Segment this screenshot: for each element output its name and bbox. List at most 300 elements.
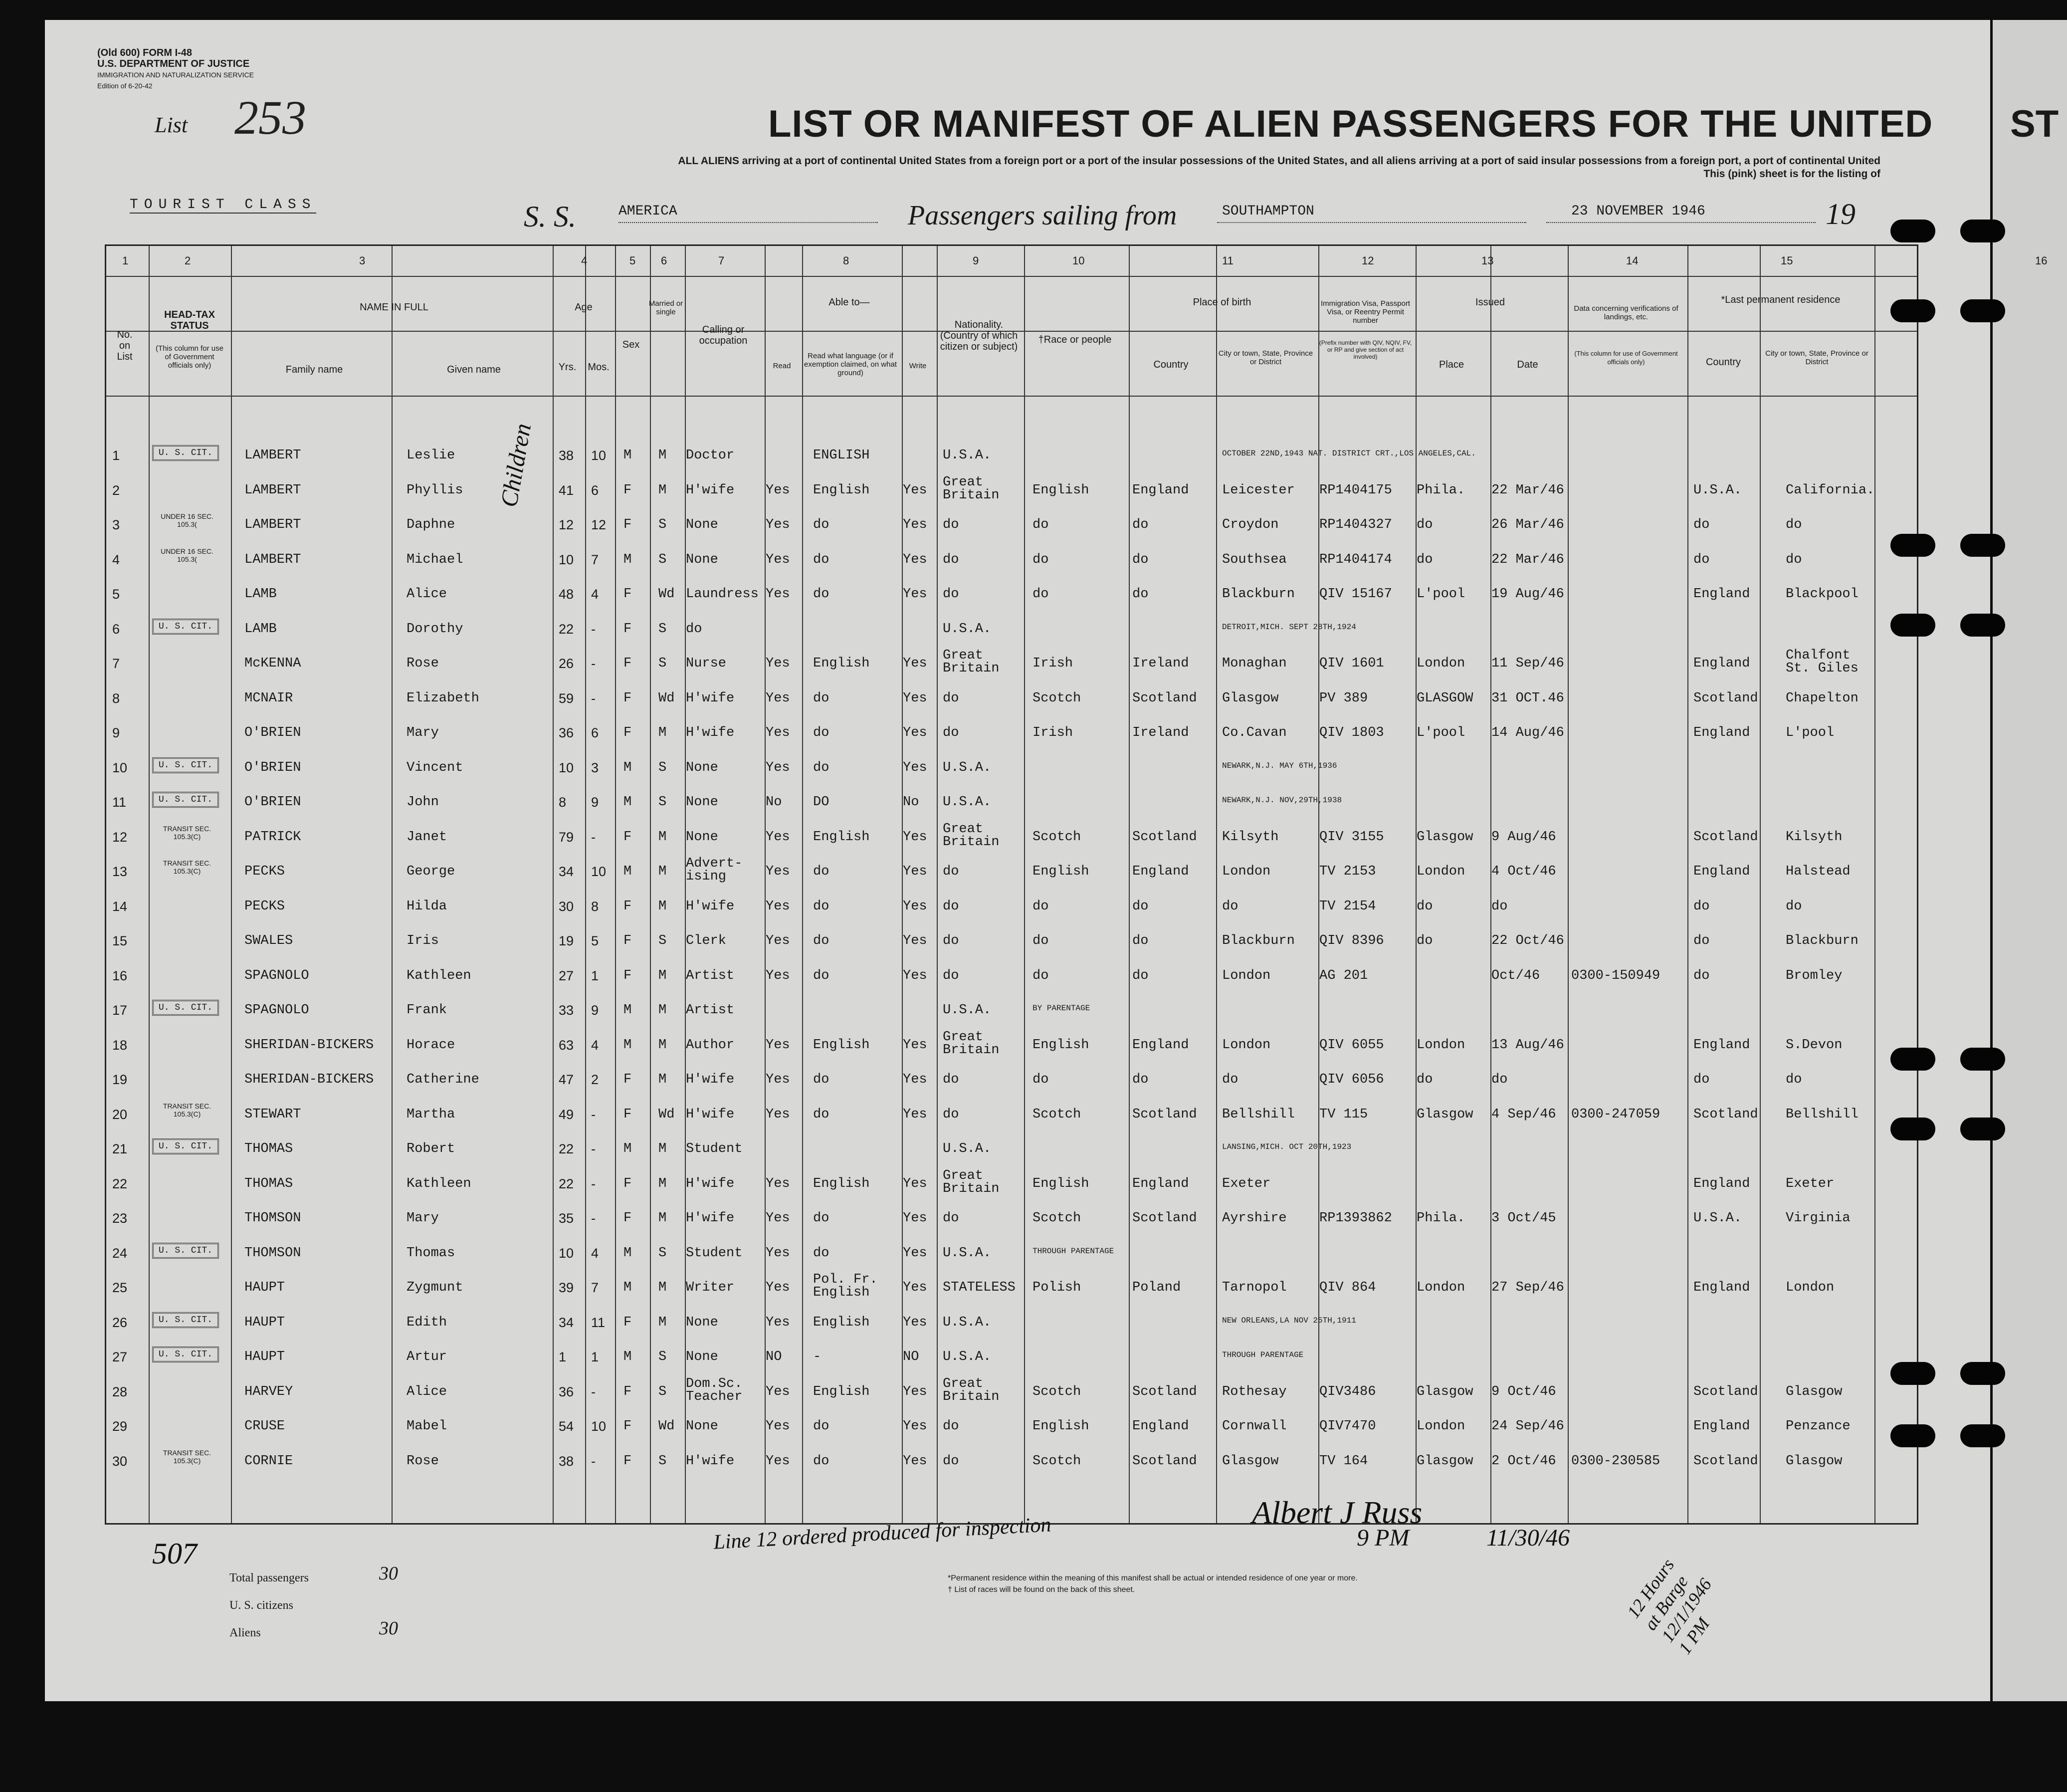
cell-write: Yes <box>903 760 927 775</box>
header-name-in-full: NAME IN FULL <box>360 302 428 313</box>
cell-ms: S <box>658 1245 667 1261</box>
table-row <box>105 1341 1915 1375</box>
cell-no: 22 <box>112 1176 128 1191</box>
cell-mos: 4 <box>591 1245 599 1261</box>
cell-country: Scotland <box>1132 1107 1197 1122</box>
header-race: †Race or people <box>1038 334 1112 345</box>
cell-place: do <box>1417 517 1433 532</box>
cell-mos: - <box>591 1211 596 1226</box>
cell-occ: Doctor <box>686 448 735 463</box>
cell-race: English <box>1033 864 1089 879</box>
header-visa: Immigration Visa, Passport Visa, or Reentry Permit number <box>1321 299 1410 325</box>
cell-sex: F <box>623 587 632 602</box>
cell-nat: do <box>943 898 959 914</box>
header-head-tax-note: (This column for use of Government officials only) <box>156 344 223 370</box>
cell-rcity: do <box>1786 552 1802 567</box>
page-subtitle: ALL ALIENS arriving at a port of continental United States from a foreign port or a port of the insular possessions of the United States, and all aliens arriving at a port of said insular possessions from a foreign port, a port of continental United This (pink) sheet is for the listing of <box>678 155 1880 180</box>
cell-race: Scotch <box>1033 1107 1081 1122</box>
cell-yrs: 34 <box>559 864 574 879</box>
punch-hole <box>1960 1048 2005 1071</box>
cell-visa: AG 201 <box>1319 968 1368 983</box>
cell-country: Scotland <box>1132 829 1197 845</box>
cell-write: Yes <box>903 1176 927 1191</box>
cell-family: O'BRIEN <box>244 795 301 810</box>
cell-family: LAMBERT <box>244 482 301 498</box>
cell-no: 12 <box>112 829 128 845</box>
cell-yrs: 36 <box>559 1384 574 1399</box>
header-verifications: Data concerning verifications of landings, etc. <box>1574 304 1678 321</box>
cell-ms: M <box>658 448 667 463</box>
column-number: 13 <box>1481 254 1494 267</box>
cell-visa: RP1404175 <box>1319 482 1392 498</box>
cell-occ: None <box>686 829 718 845</box>
cell-place: London <box>1417 1037 1465 1053</box>
cell-country: Scotland <box>1132 1384 1197 1399</box>
header-visa-note: (Prefix number with QIV, NQIV, FV, or RP and give section of act involved) <box>1319 339 1412 360</box>
cell-yrs: 8 <box>559 795 567 810</box>
cell-mos: 3 <box>591 760 599 775</box>
cell-ms: M <box>658 1141 667 1156</box>
cell-lang: do <box>813 760 829 775</box>
cell-rcity: Chalfont St. Giles <box>1786 648 1859 676</box>
cell-sex: M <box>623 1280 632 1295</box>
cell-sex: M <box>623 1003 632 1018</box>
table-row <box>105 1132 1915 1167</box>
cell-place: London <box>1417 864 1465 879</box>
cell-race: THROUGH PARENTAGE <box>1033 1246 1114 1256</box>
cell-city: do <box>1222 898 1239 914</box>
cell-family: LAMBERT <box>244 552 301 567</box>
header-issued: Issued <box>1475 297 1505 308</box>
cell-nat: do <box>943 725 959 740</box>
cell-ms: Wd <box>658 587 675 602</box>
cell-sex: M <box>623 1037 632 1053</box>
header-married: Married or single <box>648 299 683 316</box>
cell-sex: M <box>623 552 632 567</box>
cell-given: Rose <box>407 656 439 671</box>
cell-family: HAUPT <box>244 1280 285 1295</box>
cell-given: Mabel <box>407 1419 447 1434</box>
cell-nat: do <box>943 1453 959 1469</box>
cell-rcountry: do <box>1693 1072 1710 1087</box>
cell-city: THROUGH PARENTAGE <box>1222 1350 1304 1359</box>
cell-nat: do <box>943 1419 959 1434</box>
cell-write: Yes <box>903 725 927 740</box>
cell-nat: Great Britain <box>943 474 1000 503</box>
cell-visa: QIV 864 <box>1319 1280 1376 1295</box>
cell-yrs: 35 <box>559 1211 574 1226</box>
cell-ms: M <box>658 1211 667 1226</box>
column-number: 9 <box>973 254 979 267</box>
cell-race: Scotch <box>1033 829 1081 845</box>
header-place-of-birth: Place of birth <box>1193 297 1251 308</box>
cell-no: 14 <box>112 898 128 914</box>
head-tax-stamp: TRANSIT SEC. 105.3(C) <box>163 859 211 875</box>
cell-city: Co.Cavan <box>1222 725 1287 740</box>
cell-sex: M <box>623 1245 632 1261</box>
table-row <box>105 474 1915 508</box>
cell-place: Glasgow <box>1417 1384 1473 1399</box>
cell-city: Cornwall <box>1222 1419 1287 1434</box>
cell-read: Yes <box>766 1453 790 1469</box>
cell-rcity: Blackpool <box>1786 587 1859 602</box>
cell-mos: 1 <box>591 968 599 983</box>
cell-date: 11 Sep/46 <box>1491 656 1564 671</box>
table-row <box>105 959 1915 994</box>
page-title: LIST OR MANIFEST OF ALIEN PASSENGERS FOR THE UNITED <box>768 103 1933 145</box>
cell-no: 15 <box>112 933 128 948</box>
year-label: 19 <box>1826 198 1856 230</box>
punch-hole <box>1890 1362 1935 1385</box>
cell-race: Scotch <box>1033 1384 1081 1399</box>
cell-yrs: 22 <box>559 1176 574 1191</box>
punch-hole <box>1960 534 2005 557</box>
cell-nat: U.S.A. <box>943 448 992 463</box>
cell-lang: English <box>813 656 870 671</box>
cell-write: Yes <box>903 829 927 845</box>
cell-given: Horace <box>407 1037 455 1053</box>
total-passengers-value: 30 <box>379 1563 398 1584</box>
cell-sex: F <box>623 725 632 740</box>
cell-ms: Wd <box>658 690 675 706</box>
cell-sex: F <box>623 1107 632 1122</box>
cell-ms: M <box>658 1280 667 1295</box>
cell-occ: None <box>686 795 718 810</box>
cell-nat: U.S.A. <box>943 1349 992 1364</box>
cell-yrs: 41 <box>559 482 574 498</box>
cell-given: Phyllis <box>407 482 463 498</box>
cell-rcity: Virginia <box>1786 1211 1851 1226</box>
table-row <box>105 1375 1915 1410</box>
cell-lang: do <box>813 968 829 983</box>
cell-place: Glasgow <box>1417 1453 1473 1469</box>
cell-family: THOMAS <box>244 1176 293 1191</box>
cell-family: SWALES <box>244 933 293 948</box>
handwritten-bottom-note: Line 12 ordered produced for inspection <box>713 1513 1052 1554</box>
cell-occ: None <box>686 1419 718 1434</box>
cell-country: Scotland <box>1132 1453 1197 1469</box>
cell-nat: U.S.A. <box>943 1003 992 1018</box>
cell-lang: English <box>813 482 870 498</box>
cell-ms: M <box>658 1072 667 1087</box>
cell-race: do <box>1033 552 1049 567</box>
cell-sex: F <box>623 1453 632 1469</box>
cell-rcity: Glasgow <box>1786 1384 1843 1399</box>
cell-yrs: 79 <box>559 829 574 845</box>
cell-place: London <box>1417 1280 1465 1295</box>
table-row <box>105 1410 1915 1444</box>
cell-yrs: 39 <box>559 1280 574 1295</box>
cell-date: 9 Oct/46 <box>1491 1384 1556 1399</box>
cell-visa: TV 2154 <box>1319 898 1376 914</box>
cell-race: do <box>1033 517 1049 532</box>
table-row <box>105 821 1915 855</box>
cell-nat: do <box>943 587 959 602</box>
cell-mos: 4 <box>591 587 599 602</box>
cell-lang: English <box>813 1176 870 1191</box>
cell-mos: 12 <box>591 517 607 532</box>
cell-write: Yes <box>903 656 927 671</box>
cell-family: SHERIDAN-BICKERS <box>244 1037 374 1053</box>
cell-mos: 8 <box>591 898 599 914</box>
cell-read: Yes <box>766 1384 790 1399</box>
rule <box>106 276 1917 277</box>
cell-yrs: 49 <box>559 1107 574 1122</box>
cell-given: Vincent <box>407 760 463 775</box>
cell-given: Michael <box>407 552 463 567</box>
cell-place: GLASGOW <box>1417 690 1473 706</box>
cell-mos: 9 <box>591 795 599 810</box>
cell-rcountry: U.S.A. <box>1693 482 1742 498</box>
cell-race: Irish <box>1033 725 1073 740</box>
table-row <box>105 751 1915 786</box>
cell-place: Glasgow <box>1417 1107 1473 1122</box>
cell-family: MCNAIR <box>244 690 293 706</box>
cell-lang: do <box>813 1419 829 1434</box>
cell-yrs: 36 <box>559 725 574 740</box>
cell-rcity: Glasgow <box>1786 1453 1843 1469</box>
port-dotline <box>1217 222 1526 223</box>
cell-no: 7 <box>112 656 120 671</box>
total-passengers-label: Total passengers <box>229 1571 309 1584</box>
cell-occ: Artist <box>686 1003 735 1018</box>
cell-country: Ireland <box>1132 656 1189 671</box>
cell-visa: QIV 1803 <box>1319 725 1384 740</box>
cell-lang: do <box>813 933 829 948</box>
header-family-name: Family name <box>285 364 343 375</box>
cell-lang: do <box>813 587 829 602</box>
cell-occ: Author <box>686 1037 735 1053</box>
cell-rcountry: England <box>1693 1037 1750 1053</box>
punch-hole <box>1960 1362 2005 1385</box>
cell-city: NEW ORLEANS,LA NOV 25TH,1911 <box>1222 1316 1356 1325</box>
cell-lang: do <box>813 898 829 914</box>
cell-race: BY PARENTAGE <box>1033 1004 1090 1013</box>
cell-occ: H'wife <box>686 1453 735 1469</box>
cell-lang: ENGLISH <box>813 448 870 463</box>
cell-read: Yes <box>766 1419 790 1434</box>
cell-write: NO <box>903 1349 919 1364</box>
cell-family: LAMB <box>244 587 277 602</box>
cell-sex: F <box>623 656 632 671</box>
cell-mos: - <box>591 621 596 637</box>
cell-given: Kathleen <box>407 1176 471 1191</box>
cell-sex: M <box>623 1141 632 1156</box>
cell-mos: 2 <box>591 1072 599 1087</box>
cell-no: 26 <box>112 1315 128 1330</box>
column-number: 11 <box>1222 254 1234 267</box>
cell-occ: Laundress <box>686 587 759 602</box>
cell-yrs: 10 <box>559 1245 574 1261</box>
cell-lang: do <box>813 1107 829 1122</box>
punch-hole <box>1890 1118 1935 1140</box>
cell-occ: H'wife <box>686 1176 735 1191</box>
punch-hole <box>1960 220 2005 242</box>
cell-country: do <box>1132 587 1149 602</box>
cell-occ: Dom.Sc. Teacher <box>686 1376 743 1404</box>
cell-place: L'pool <box>1417 725 1465 740</box>
cell-country: England <box>1132 482 1189 498</box>
cell-rcountry: do <box>1693 898 1710 914</box>
cell-city: NEWARK,N.J. MAY 6TH,1936 <box>1222 761 1337 770</box>
cell-family: CRUSE <box>244 1419 285 1434</box>
cell-family: STEWART <box>244 1107 301 1122</box>
cell-sex: F <box>623 621 632 637</box>
cell-city: Kilsyth <box>1222 829 1279 845</box>
cell-mos: - <box>591 1107 596 1122</box>
cell-write: Yes <box>903 864 927 879</box>
cell-read: Yes <box>766 898 790 914</box>
cell-given: Thomas <box>407 1245 455 1261</box>
cell-date: 22 Mar/46 <box>1491 552 1564 567</box>
header-res-country: Country <box>1705 357 1741 368</box>
cell-yrs: 22 <box>559 621 574 637</box>
cell-read: Yes <box>766 1037 790 1053</box>
header-res-city: City or town, State, Province or District <box>1765 349 1868 366</box>
cell-given: Frank <box>407 1003 447 1018</box>
footnote-races: † List of races will be found on the back of this sheet. <box>948 1585 1135 1594</box>
us-citizens-label: U. S. citizens <box>229 1599 293 1612</box>
next-sheet-title: ST <box>2010 103 2059 145</box>
cell-yrs: 1 <box>559 1349 567 1364</box>
cell-date: 13 Aug/46 <box>1491 1037 1564 1053</box>
handwritten-date: 11/30/46 <box>1486 1525 1570 1551</box>
header-read-language: Read what language (or if exemption claimed, on what ground) <box>804 352 897 377</box>
cell-nat: STATELESS <box>943 1280 1016 1295</box>
table-row <box>105 1306 1915 1341</box>
cell-country: England <box>1132 1176 1189 1191</box>
cell-given: Catherine <box>407 1072 479 1087</box>
cell-occ: H'wife <box>686 1211 735 1226</box>
cell-nat: do <box>943 968 959 983</box>
cell-rcountry: Scotland <box>1693 1453 1758 1469</box>
cell-occ: None <box>686 1349 718 1364</box>
sailing-date: 23 NOVEMBER 1946 <box>1571 204 1705 219</box>
cell-yrs: 12 <box>559 517 574 532</box>
cell-race: Scotch <box>1033 690 1081 706</box>
cell-verif: 0300-230585 <box>1571 1453 1660 1469</box>
cell-write: Yes <box>903 1037 927 1053</box>
cell-write: Yes <box>903 898 927 914</box>
cell-write: Yes <box>903 690 927 706</box>
cell-race: do <box>1033 587 1049 602</box>
cell-read: Yes <box>766 1072 790 1087</box>
cell-given: Robert <box>407 1141 455 1156</box>
header-sex: Sex <box>622 339 640 350</box>
cell-occ: Artist <box>686 968 735 983</box>
cell-country: England <box>1132 1419 1189 1434</box>
cell-rcountry: do <box>1693 968 1710 983</box>
cell-sex: M <box>623 448 632 463</box>
cell-mos: 10 <box>591 864 607 879</box>
cell-yrs: 63 <box>559 1037 574 1053</box>
adjacent-sheet-edge <box>1993 20 2067 1701</box>
cell-date: 9 Aug/46 <box>1491 829 1556 845</box>
cell-occ: Student <box>686 1245 743 1261</box>
cell-read: Yes <box>766 656 790 671</box>
table-row <box>105 890 1915 924</box>
cell-family: PECKS <box>244 864 285 879</box>
cell-sex: F <box>623 1176 632 1191</box>
cell-occ: Writer <box>686 1280 735 1295</box>
cell-write: Yes <box>903 517 927 532</box>
cell-ms: M <box>658 725 667 740</box>
cell-sex: F <box>623 1072 632 1087</box>
cell-ms: Wd <box>658 1419 675 1434</box>
cell-no: 13 <box>112 864 128 879</box>
cell-date: 24 Sep/46 <box>1491 1419 1564 1434</box>
head-tax-stamp: U. S. CIT. <box>152 1000 219 1016</box>
header-nationality: Nationality. (Country of which citizen or subject) <box>940 319 1018 352</box>
footnote-residence: *Permanent residence within the meaning of this manifest shall be actual or intended residence of one year or more. <box>948 1574 1358 1582</box>
cell-rcity: Bromley <box>1786 968 1843 983</box>
cell-rcountry: do <box>1693 552 1710 567</box>
cell-given: Zygmunt <box>407 1280 463 1295</box>
table-row <box>105 613 1915 647</box>
cell-sex: F <box>623 482 632 498</box>
table-row <box>105 786 1915 820</box>
cell-nat: U.S.A. <box>943 621 992 637</box>
cell-ms: S <box>658 517 667 532</box>
cell-race: English <box>1033 1419 1089 1434</box>
cell-rcity: Chapelton <box>1786 690 1859 706</box>
cell-family: THOMAS <box>244 1141 293 1156</box>
cell-read: Yes <box>766 933 790 948</box>
cell-race: English <box>1033 1176 1089 1191</box>
cell-family: LAMB <box>244 621 277 637</box>
cell-place: L'pool <box>1417 587 1465 602</box>
cell-city: LANSING,MICH. OCT 20TH,1923 <box>1222 1142 1352 1151</box>
cell-place: do <box>1417 933 1433 948</box>
header-issued-place: Place <box>1439 359 1464 370</box>
cell-city: Glasgow <box>1222 1453 1279 1469</box>
cell-city: Glasgow <box>1222 690 1279 706</box>
cell-rcountry: England <box>1693 864 1750 879</box>
cell-place: do <box>1417 898 1433 914</box>
cell-ms: M <box>658 1003 667 1018</box>
cell-no: 8 <box>112 690 120 706</box>
cell-date: do <box>1491 1072 1508 1087</box>
column-number: 7 <box>718 254 725 267</box>
head-tax-stamp: U. S. CIT. <box>152 792 219 808</box>
cell-date: 26 Mar/46 <box>1491 517 1564 532</box>
cell-rcountry: England <box>1693 1280 1750 1295</box>
cell-lang: do <box>813 1211 829 1226</box>
cell-city: London <box>1222 968 1271 983</box>
column-number: 4 <box>581 254 588 267</box>
header-age: Age <box>575 302 593 313</box>
head-tax-stamp: UNDER 16 SEC. 105.3( <box>161 547 213 563</box>
cell-read: Yes <box>766 829 790 845</box>
cell-date: do <box>1491 898 1508 914</box>
cell-sex: F <box>623 690 632 706</box>
cell-given: Kathleen <box>407 968 471 983</box>
cell-read: Yes <box>766 1280 790 1295</box>
column-number: 3 <box>359 254 366 267</box>
cell-race: Scotch <box>1033 1211 1081 1226</box>
cell-date: Oct/46 <box>1491 968 1540 983</box>
cell-date: 22 Mar/46 <box>1491 482 1564 498</box>
cell-occ: Student <box>686 1141 743 1156</box>
cell-given: Leslie <box>407 448 455 463</box>
cell-visa: TV 164 <box>1319 1453 1368 1469</box>
cell-ms: S <box>658 795 667 810</box>
cell-mos: 6 <box>591 725 599 740</box>
header-issued-date: Date <box>1517 359 1538 370</box>
cell-occ: None <box>686 760 718 775</box>
cell-write: Yes <box>903 1315 927 1330</box>
cell-given: Iris <box>407 933 439 948</box>
